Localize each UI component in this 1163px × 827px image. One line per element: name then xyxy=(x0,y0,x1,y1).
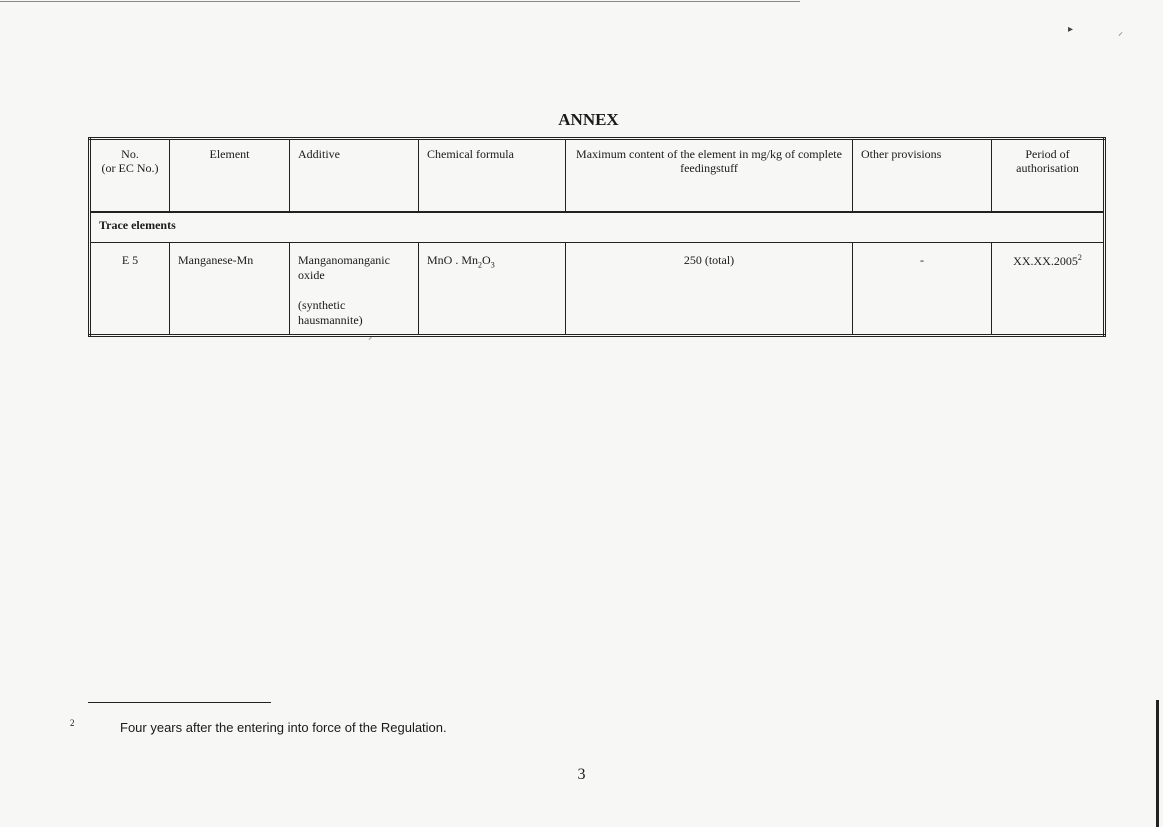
formula-part: MnO . Mn xyxy=(427,253,479,268)
table-row xyxy=(90,243,1105,336)
scan-speck: ⸝ xyxy=(1118,27,1123,38)
annex-table xyxy=(88,137,1106,337)
cell-max-content: 250 (total) xyxy=(566,243,853,336)
footnote-separator xyxy=(88,702,271,703)
footnote-ref: 2 xyxy=(1077,253,1082,263)
section-title: Trace elements xyxy=(90,212,1105,243)
header-no-label: No. xyxy=(121,147,139,161)
header-max-content: Maximum content of the element in mg/kg of complete feedingstuff xyxy=(566,139,853,213)
cell-other-provisions: - xyxy=(853,243,992,336)
footnote-number: 2 xyxy=(70,718,75,728)
formula-subscript: 2 xyxy=(478,260,483,270)
cell-formula xyxy=(419,243,566,336)
header-other-provisions: Other provisions xyxy=(853,139,992,213)
header-no-sublabel: (or EC No.) xyxy=(101,161,159,176)
additive-name: Manganomanganic oxide xyxy=(298,253,390,282)
scan-speck: ▸ xyxy=(1068,24,1074,35)
additive-note: (synthetic hausmannite) xyxy=(298,298,363,327)
top-scan-rule xyxy=(0,1,800,2)
footnote-text: Four years after the entering into force of the Regulation. xyxy=(120,720,447,735)
page-number: 3 xyxy=(577,766,586,783)
scan-speck: ⸝ xyxy=(368,331,373,342)
formula-part: O xyxy=(482,253,491,268)
header-chemical-formula: Chemical formula xyxy=(419,139,566,213)
cell-period xyxy=(992,243,1105,336)
annex-title: ANNEX xyxy=(558,110,619,129)
cell-no: E 5 xyxy=(90,243,170,336)
period-value: XX.XX.2005 xyxy=(1013,254,1078,269)
header-element: Element xyxy=(170,139,290,213)
header-additive: Additive xyxy=(290,139,419,213)
cell-additive xyxy=(290,243,419,336)
table-header-row xyxy=(90,139,1105,213)
section-row xyxy=(90,212,1105,243)
header-period: Period of authorisation xyxy=(992,139,1105,213)
scan-edge-mark xyxy=(1156,700,1159,827)
cell-element: Manganese-Mn xyxy=(170,243,290,336)
header-no xyxy=(90,139,170,213)
formula-subscript: 3 xyxy=(490,260,495,270)
